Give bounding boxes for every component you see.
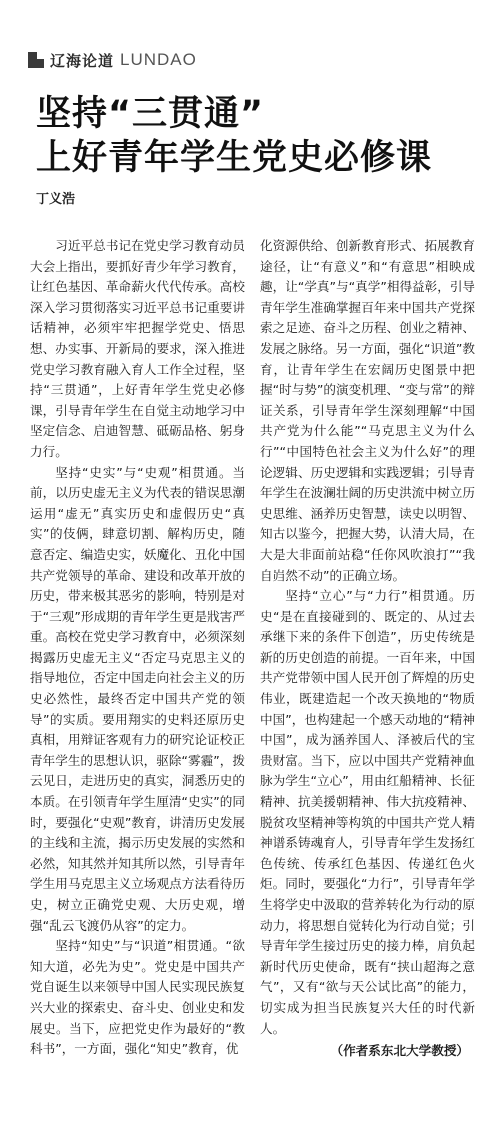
article-body [30, 236, 475, 1062]
article-title [36, 92, 476, 180]
paragraph: 坚持“史实”与“史观”相贯通。当前，以历史虚无主义为代表的错误思潮运用“虚无”真实历史和虚假历史“真实”的伎俩，肆意切割、解构历史，随意否定、编造史实，妖魔化、丑化中国共产党领导的革命、建设和改革开放的历史，带来极其恶劣的影响，特别是对于“三观”形成期的青年学生更是戕害严重。高校在党史学习教育中，必须深刻揭露历史虚无主义“否定马克思主义的指导地位，否定中国走向社会主义的历史必然性，最终否定中国共产党的领导”的实质。要用翔实的史料还原历史真相，用辩证客观有力的研究论证校正青年学生的思想认识，驱除“雾霾”，拨云见日，走进历史的真实，洞悉历史的本质。在引领青年学生厘清“史实”的同时，要强化“史观”教育，讲清历史发展的主线和主流，揭示历史发展的实然和必然，知其然并知其所以然，引导青年学生用马克思主义立场观点方法看待历史，树立正确党史观、大历史观，增强“乱云飞渡仍从容”的定力。 [30, 464, 245, 933]
column-pinyin: LUNDAO [120, 50, 197, 69]
paragraph: 习近平总书记在党史学习教育动员大会上指出，要抓好青少年学习教育，让红色基因、革命薪火代代传承。高校深入学习贯彻落实习近平总书记重要讲话精神，必须牢牢把握学党史、悟思想、办实事、开新局的要求，深入推进党史学习教育融入育人工作全过程，坚持“三贯通”，上好青年学生党史必修课，引导青年学生在自觉主动地学习中坚定信念、启迪智慧、砥砺品格、躬身力行。 [30, 238, 245, 459]
author-byline: 丁义浩 [36, 192, 76, 207]
author-affiliation: （作者系东北大学教授） [330, 1043, 469, 1059]
column-right [260, 236, 475, 1062]
column-left [30, 236, 245, 1062]
column-logo-icon [28, 52, 44, 68]
title-line-2: 上好青年学生党史必修课 [36, 138, 433, 178]
paragraph: 坚持“知史”与“识道”相贯通。“欲知大道，必先为史”。党史是中国共产党自诞生以来领导中国人民实现民族复兴大业的探索史、奋斗史、创业史和发展史。当下，应把党史作为最好的“教科书”，一方面，强化“知史”教育，优 [30, 938, 245, 1057]
column-name: 辽海论道 [50, 51, 115, 70]
paragraph: 坚持“立心”与“力行”相贯通。历史“是在直接碰到的、既定的、从过去承继下来的条件下创造”，历史传统是新的历史创造的前提。一百年来，中国共产党带领中国人民开创了辉煌的历史伟业，既建造起一个改天换地的“物质中国”，也构建起一个感天动地的“精神中国”，成为涵养国人、泽被后代的宝贵财富。当下，应以中国共产党精神血脉为学生“立心”，用由红船精神、长征精神、抗美援朝精神、伟大抗疫精神、脱贫攻坚精神等构筑的中国共产党人精神谱系铸魂育人，引导青年学生发扬红色传统、传承红色基因、传递红色火炬。同时，要强化“力行”，引导青年学生将学史中汲取的营养转化为行动的原动力，将思想自觉转化为行动自觉；引导青年学生接过历史的接力棒，肩负起新时代历史使命，既有“挟山超海之意气”，又有“欲与天公试比高”的能力，切实成为担当民族复兴大任的时代新人。 [260, 588, 475, 1036]
column-header [28, 48, 197, 72]
paragraph-continued: 化资源供给、创新教育形式、拓展教育途径，让“有意义”和“有意思”相映成趣，让“学真”与“真学”相得益彰，引导青年学生准确掌握百年来中国共产党探索之足迹、奋斗之历程、创业之精神、发展之脉络。另一方面，强化“识道”教育，让青年学生在宏阔历史图景中把握“时与势”的演变机理、“变与常”的辩证关系，引导青年学生深刻理解“中国共产党为什么能”“马克思主义为什么行”“中国特色社会主义为什么好”的理论逻辑、历史逻辑和实践逻辑；引导青年学生在波澜壮阔的历史洪流中树立历史思维、涵养历史智慧，读史以明智、知古以鉴今，把握大势，认清大局，在大是大非面前站稳“任你风吹浪打”“我自岿然不动”的正确立场。 [260, 238, 476, 583]
title-line-1: 坚持“三贯通” [36, 94, 265, 134]
